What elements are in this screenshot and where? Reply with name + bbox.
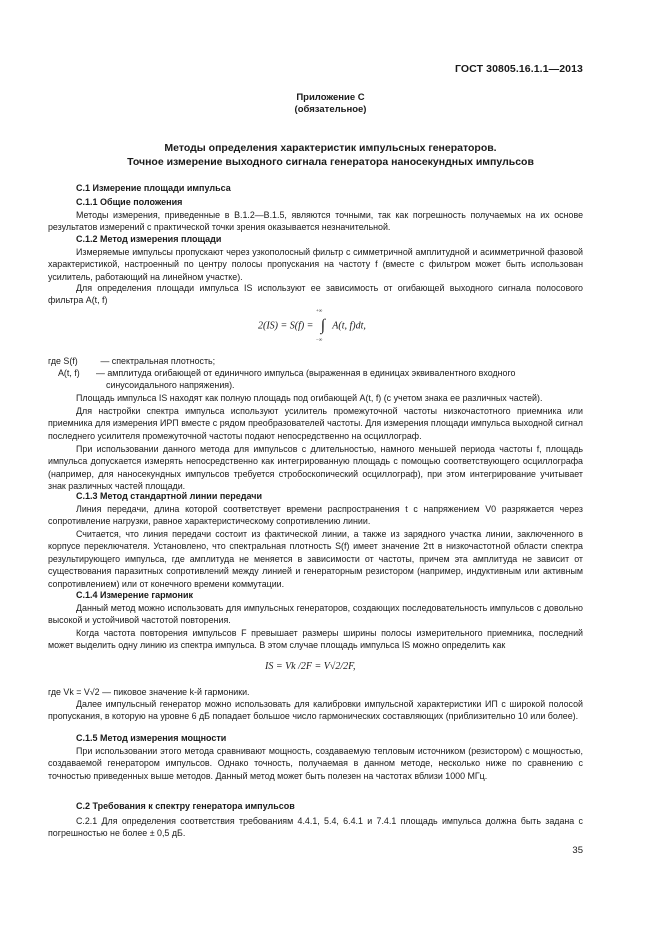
paragraph-p7-text: Линия передачи, длина которой соответствует времени распространения t с напряжением V0 разряжается через сопротивление нагрузки, равное характеристическому сопротивлению линии. [48,504,583,527]
definition-3: где Vk = V√2 — пиковое значение k-й гармоники. [48,687,250,697]
section-c14: С.1.4 Измерение гармоник [76,590,194,600]
paragraph-p2 [48,246,583,283]
paragraph-p4-text: Площадь импульса IS находят как полную площадь под огибающей A(t, f) (с учетом знака ее различных частей). [76,393,543,403]
formula-2: IS = Vk /2F = V√2/2F, [265,661,356,672]
paragraph-p1-text: Методы измерения, приведенные в В.1.2—В.1.5, являются точными, так как погрешность получаемых на их основе результатов измерений с практической точки зрения оказывается незначительной. [48,210,583,233]
section-c15: С.1.5 Метод измерения мощности [76,733,227,743]
paragraph-p9-text: Данный метод можно использовать для импульсных генераторов, создающих последовательность импульсов с довольно высокой и устойчивой частотой повторения. [48,603,583,626]
paragraph-p10 [48,627,583,652]
integral-lower-limit: −∞ [315,338,323,343]
formula-1-rhs: A(t, f)dt, [332,320,366,332]
paragraph-p2-text: Измеряемые импульсы пропускают через узкополосный фильтр с симметричной амплитудной и асимметричной фазовой характеристикой, настроенный по центру полосы пропускания на частоту f (вместе с фильтром может быть использован усилитель, работающий на линейном участке). [48,247,583,282]
appendix-title: Приложение С [296,92,365,103]
definition-1-term: где S(f) [48,356,78,366]
integral-upper-limit: +∞ [315,309,323,314]
paragraph-p7 [48,503,583,528]
appendix-status: (обязательное) [294,104,367,115]
paragraph-p12-text: При использовании этого метода сравнивают мощность, создаваемую тепловым источником (резистором) с мощностью, создаваемой генератором импульсов. Однако точность, получаемая в данном методе, несколько ниже по сравнению с точностью приведенных выше методов. Данный метод может быть полезен на частотах вблизи 1000 МГц. [48,746,583,781]
paragraph-p8-text: Считается, что линия передачи состоит из фактической линии, а также из зарядного участка линии, заключенного в корпусе переключателя. Установлено, что спектральная плотность S(f) имеет значение 2τt в низкочастотной области спектра результирующего импульса, где амплитуда не меняется в зависимости от частоты, причем эта амплитуда не зависит от существования паразитных сопротивлений между линией и генераторным резистором (например, индуктивным или активным сопротивлением) или от конечного времени коммутации. [48,529,583,589]
paragraph-p6 [48,443,583,493]
paragraph-p5-text: Для настройки спектра импульса используют усилитель промежуточной частоты низкочастотного приемника или приемника для измерения ИРП вместе с рядом преобразователей частоты. Для измерения площади импульса выходной сигнал последнего усилителя промежуточной частоты подают непосредственно на осциллограф. [48,406,583,441]
paragraph-p10-text: Когда частота повторения импульсов F превышает размеры ширины полосы измерительного приемника, последний может выделить одну линию из спектра импульса. В этом случае площадь импульса IS можно определить как [48,628,583,651]
definition-1-text: — спектральная плотность; [100,356,216,366]
definition-1 [48,355,583,367]
integral-symbol: ∫ [320,317,326,334]
section-c11: С.1.1 Общие положения [76,197,183,207]
paragraph-p3-text: Для определения площади импульса IS используют ее зависимость от огибающей выходного сигнала полосового фильтра A(t, f) [48,283,583,306]
paragraph-p13-text: С.2.1 Для определения соответствия требованиям 4.4.1, 5.4, 6.4.1 и 7.4.1 площадь импульса должна быть задана с погрешностью не более ± 0,5 дБ. [48,816,583,839]
paragraph-p13 [48,815,583,840]
paragraph-p1 [48,209,583,234]
section-c12: С.1.2 Метод измерения площади [76,234,222,244]
page-number: 35 [572,845,583,856]
formula-1-lhs: 2(IS) = S(f) = [258,320,314,332]
paragraph-p12 [48,745,583,782]
definition-2-term: A(t, f) [58,368,80,378]
paragraph-p4 [48,392,583,404]
paragraph-p3 [48,282,583,307]
section-c1: С.1 Измерение площади импульса [76,183,231,193]
paragraph-p5 [48,405,583,442]
paragraph-p8 [48,528,583,590]
paragraph-p6-text: При использовании данного метода для импульсов с длительностью, намного меньшей периода частоты f, площадь импульса допускается измерять непосредственно как интегрированную площадь с помощью соответствующего осциллографа (например, для наносекундных импульсов требуется стробоскопический осциллограф), при этом интегрирование учитывает знак различных частей площади. [48,444,583,492]
main-title-line1: Методы определения характеристик импульсных генераторов. [164,142,497,154]
paragraph-p11 [48,698,583,723]
paragraph-p11-text: Далее импульсный генератор можно использовать для калибровки импульсной характеристики ИП с широкой полосой пропускания, в которую на уровне 6 дБ попадает большое число гармонических составляющих (приблизительно 10 или более). [48,699,583,722]
formula-1 [258,309,366,343]
section-c13: С.1.3 Метод стандартной линии передачи [76,491,263,501]
standard-header: ГОСТ 30805.16.1.1—2013 [455,63,583,75]
integral-sign [315,309,330,343]
definition-2-text: — амплитуда огибающей от единичного импульса (выраженная в единицах эквивалентного входного синусоидального напряжения). [96,368,516,391]
main-title-line2: Точное измерение выходного сигнала генератора наносекундных импульсов [127,156,534,168]
section-c2: С.2 Требования к спектру генератора импульсов [76,801,295,811]
definition-2 [48,367,583,392]
paragraph-p9 [48,602,583,627]
